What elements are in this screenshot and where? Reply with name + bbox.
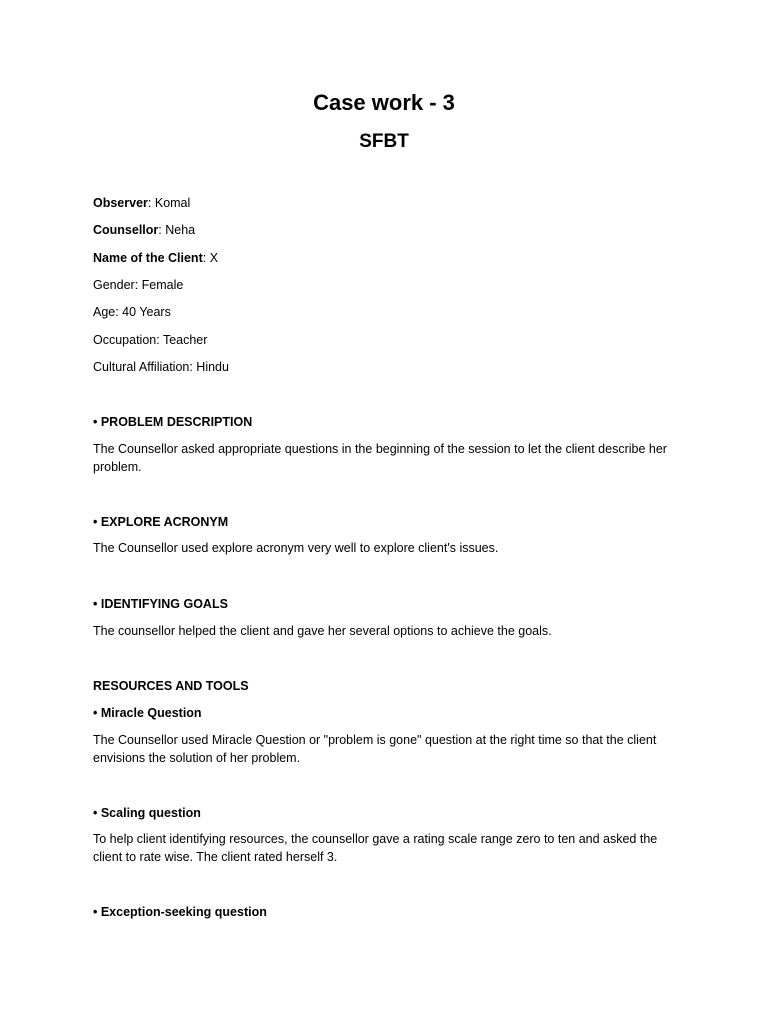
miracle-question-heading: • Miracle Question: [93, 706, 202, 720]
observer-value: : Komal: [147, 196, 191, 210]
problem-description-heading: • PROBLEM DESCRIPTION: [93, 415, 253, 429]
page-title: Case work - 3: [313, 90, 455, 115]
counsellor-line: [93, 222, 195, 239]
age-line: Age: 40 Years: [93, 305, 171, 319]
explore-acronym-heading: • EXPLORE ACRONYM: [93, 515, 229, 529]
client-name-label: Name of the Client: [93, 251, 203, 265]
observer-line: [93, 195, 190, 212]
observer-label: Observer: [93, 196, 148, 210]
gender-line: Gender: Female: [93, 278, 184, 292]
page-subtitle: SFBT: [359, 131, 409, 152]
exception-seeking-heading: • Exception-seeking question: [93, 905, 267, 919]
client-name-line: [93, 250, 218, 267]
counsellor-value: : Neha: [158, 223, 196, 237]
scaling-question-heading: • Scaling question: [93, 806, 201, 820]
occupation-line: Occupation: Teacher: [93, 333, 208, 347]
counsellor-label: Counsellor: [93, 223, 159, 237]
miracle-question-text: The Counsellor used Miracle Question or "problem is gone" question at the right time so that the client envisions the solution of her problem.: [93, 733, 657, 765]
identifying-goals-heading: • IDENTIFYING GOALS: [93, 597, 228, 611]
scaling-question-text: To help client identifying resources, the counsellor gave a rating scale range zero to ten and asked the client to rate wise. The client rated herself 3.: [93, 832, 658, 864]
cultural-affiliation-line: Cultural Affiliation: Hindu: [93, 360, 229, 374]
problem-description-text: The Counsellor asked appropriate questions in the beginning of the session to let the client describe her problem.: [93, 442, 667, 474]
client-name-value: : X: [202, 251, 219, 265]
identifying-goals-text: The counsellor helped the client and gave her several options to achieve the goals.: [93, 624, 552, 638]
explore-acronym-text: The Counsellor used explore acronym very well to explore client's issues.: [93, 541, 499, 555]
resources-tools-heading: RESOURCES AND TOOLS: [93, 679, 249, 693]
